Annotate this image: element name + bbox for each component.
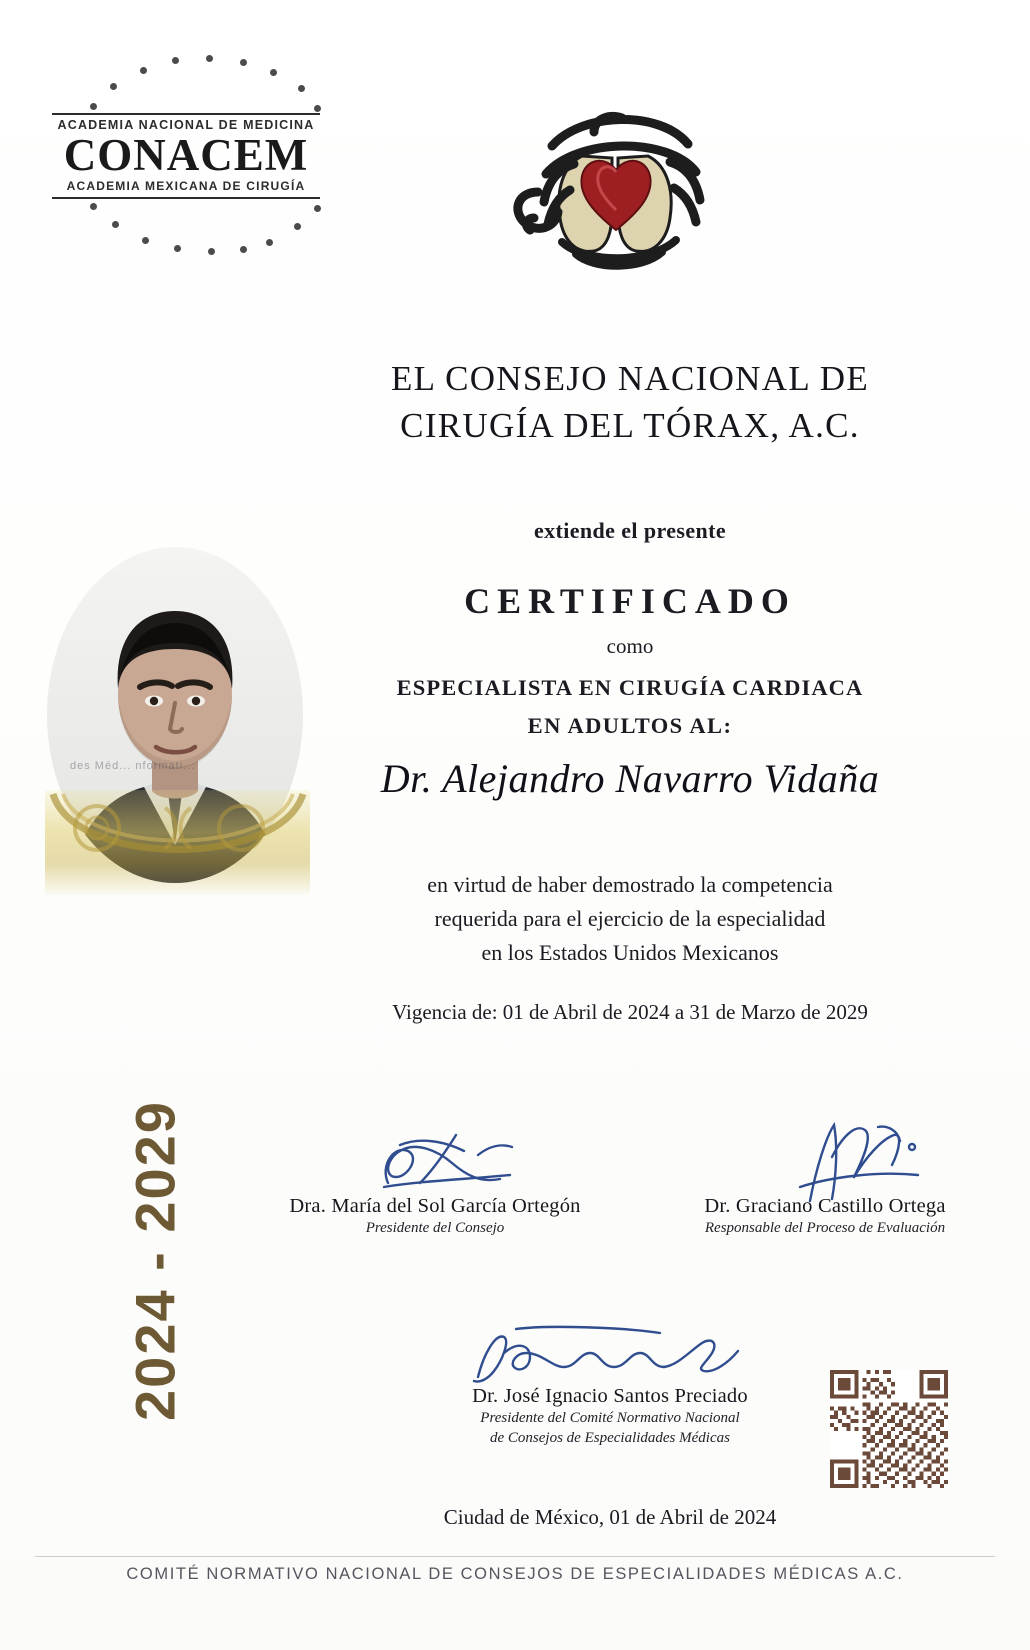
- merit-line-2: requerida para el ejercicio de la especialidad: [434, 906, 826, 932]
- signature-block-evaluation: [640, 1195, 1010, 1238]
- signature-ink-cnn: [460, 1323, 770, 1393]
- specialty-line-1: ESPECIALISTA EN CIRUGÍA CARDIACA: [396, 675, 864, 700]
- signature-name: Dra. María del Sol García Ortegón: [289, 1195, 581, 1217]
- footer-divider: [35, 1556, 995, 1557]
- title-line-1: EL CONSEJO NACIONAL DE: [390, 359, 870, 398]
- signature-role-line-2: de Consejos de Especialidades Médicas: [490, 1430, 730, 1447]
- logo-main-text: CONACEM: [63, 130, 309, 180]
- hologram-overlay: [45, 790, 310, 895]
- signature-ink-president: [360, 1125, 550, 1205]
- signature-name: Dr. Graciano Castillo Ortega: [704, 1195, 946, 1217]
- merit-line-3: en los Estados Unidos Mexicanos: [481, 940, 779, 966]
- specialty-line-2: EN ADULTOS AL:: [527, 713, 733, 738]
- extiende-text: extiende el presente: [533, 518, 727, 543]
- qr-code: [830, 1370, 948, 1488]
- signature-role: Presidente del Consejo: [365, 1220, 505, 1236]
- signature-name: Dr. José Ignacio Santos Preciado: [472, 1385, 748, 1407]
- city-and-date: Ciudad de México, 01 de Abril de 2024: [443, 1505, 777, 1529]
- signature-role: Responsable del Proceso de Evaluación: [704, 1220, 946, 1236]
- como-text: como: [606, 634, 654, 658]
- conacem-wordmark: [52, 113, 320, 199]
- merit-line-1: en virtud de haber demostrado la competencia: [427, 872, 833, 897]
- holder-photo: [40, 545, 310, 890]
- logo-top-text: ACADEMIA NACIONAL DE MEDICINA: [52, 113, 320, 132]
- doctor-name: Dr. Alejandro Navarro Vidaña: [380, 756, 880, 801]
- validity-years-vertical: 2024 - 2029: [123, 1100, 187, 1421]
- footer-text: COMITÉ NORMATIVO NACIONAL DE CONSEJOS DE ESPECIALIDADES MÉDICAS A.C.: [126, 1565, 904, 1583]
- thorax-heart-lungs-icon: [490, 88, 740, 288]
- signature-block-cnn: [390, 1385, 830, 1449]
- logo-bottom-text: ACADEMIA MEXICANA DE CIRUGÍA: [52, 179, 320, 199]
- photo-watermark-text: des Méd... nformati...: [70, 760, 196, 772]
- signature-ink-evaluation: [770, 1117, 950, 1205]
- validity-dates: Vigencia de: 01 de Abril de 2024 a 31 de Marzo de 2029: [392, 1000, 868, 1024]
- title-line-2: CIRUGÍA DEL TÓRAX, A.C.: [400, 406, 860, 446]
- signature-block-president: [250, 1195, 620, 1238]
- conacem-logo: [48, 55, 323, 255]
- merit-statement: [300, 868, 960, 970]
- certificate-title: [300, 355, 960, 450]
- signature-role-line-1: Presidente del Comité Normativo Nacional: [480, 1410, 740, 1426]
- certificado-heading: CERTIFICADO: [464, 581, 796, 621]
